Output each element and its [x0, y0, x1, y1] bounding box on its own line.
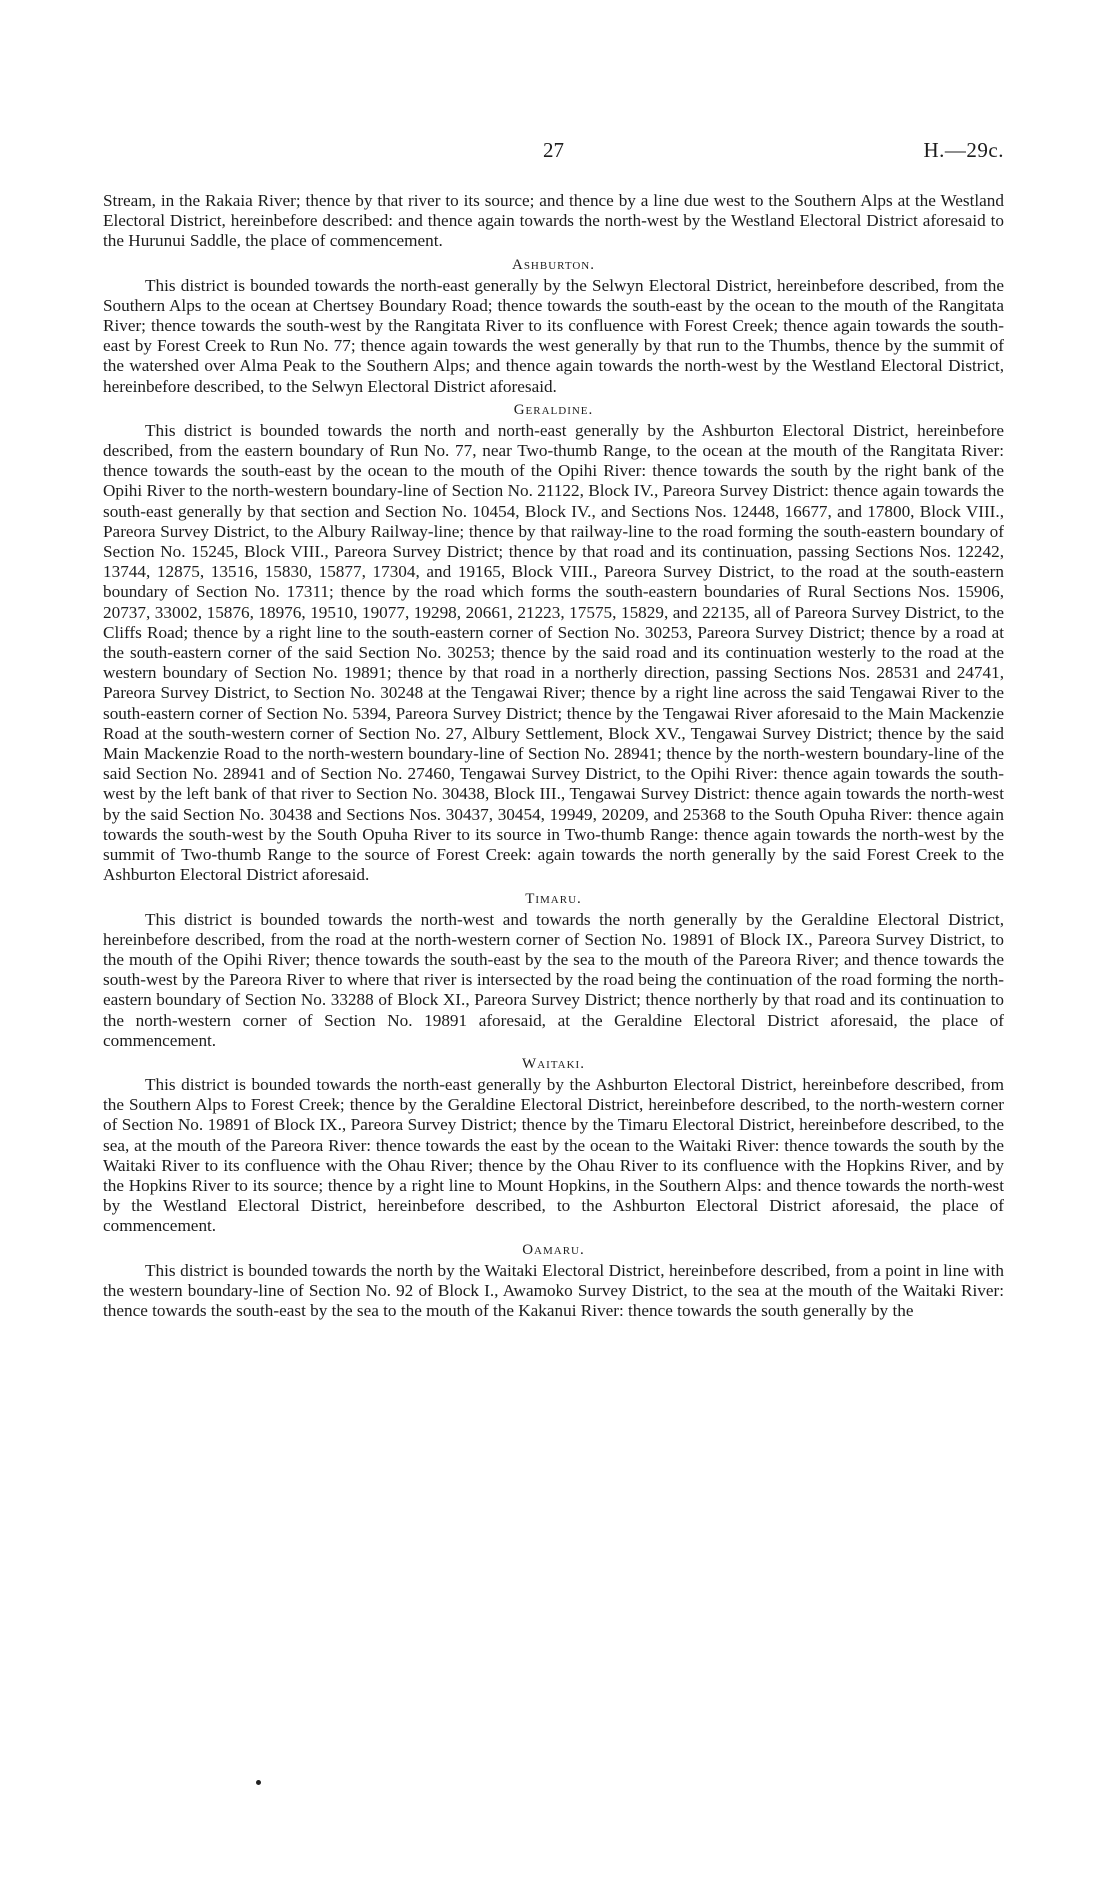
page-header	[103, 138, 1004, 168]
section-paragraph-ashburton: This district is bounded towards the north-east generally by the Selwyn Electoral District, hereinbefore described, from the Southern Alps to the ocean at Chertsey Boundary Road; thence towards the south-east by the ocean to the mouth of the Rangitata River; thence towards the south-west by the Rangitata River to its confluence with Forest Creek; thence again towards the south-east by Forest Creek to Run No. 77; thence again towards the west generally by that run to the Thumbs, thence by the summit of the watershed over Alma Peak to the Southern Alps; and thence again towards the north-west by the Westland Electoral District, hereinbefore described, to the Selwyn Electoral District aforesaid.	[103, 275, 1004, 396]
page-number: 27	[543, 138, 564, 162]
body-text	[103, 191, 1004, 1321]
ink-speck	[256, 1780, 261, 1785]
section-paragraph-waitaki: This district is bounded towards the north-east generally by the Ashburton Electoral District, hereinbefore described, from the Southern Alps to Forest Creek; thence by the Geraldine Electoral District, hereinbefore described, to the north-western corner of Section No. 19891 of Block IX., Pareora Survey District; thence by the Timaru Electoral District, hereinbefore described, to the sea, at the mouth of the Pareora River: thence towards the east by the ocean to the Waitaki River: thence towards the south by the Waitaki River to its confluence with the Ohau River; thence by the Ohau River to its confluence with the Hopkins River, and by the Hopkins River to its source; thence by a right line to Mount Hopkins, in the Southern Alps: and thence towards the north-west by the Westland Electoral District, hereinbefore described, to the Ashburton Electoral District aforesaid, the place of commencement.	[103, 1074, 1004, 1236]
section-heading-oamaru: Oamaru.	[522, 1241, 585, 1258]
section-heading-waitaki: Waitaki.	[522, 1055, 585, 1072]
section-paragraph-geraldine: This district is bounded towards the north and north-east generally by the Ashburton Electoral District, hereinbefore described, from the eastern boundary of Run No. 77, near Two-thumb Range, to the ocean at the mouth of the Rangitata River: thence towards the south-east by the ocean to the mouth of the Opihi River: thence towards the south by the right bank of the Opihi River to the north-western boundary-line of Section No. 21122, Block IV., Pareora Survey District: thence again towards the south-east generally by that section and Section No. 10454, Block IV., and Sections Nos. 12448, 16677, and 17800, Block VIII., Pareora Survey District, to the Albury Railway-line; thence by that railway-line to the road forming the south-eastern boundary of Section No. 15245, Block VIII., Pareora Survey District; thence by that road and its continuation, passing Sections Nos. 12242, 13744, 12875, 13516, 15830, 15877, 17304, and 19165, Block VIII., Pareora Survey District, to the road at the south-eastern boundary of Section No. 17311; thence by the road which forms the south-eastern boundaries of Rural Sections Nos. 15906, 20737, 33002, 15876, 18976, 19510, 19077, 19298, 20661, 21223, 17575, 15829, and 22135, all of Pareora Survey District, to the Cliffs Road; thence by a right line to the south-eastern corner of Section No. 30253, Pareora Survey District; thence by a road at the south-eastern corner of the said Section No. 30253; thence by the said road and its continuation westerly to the road at the western boundary of Section No. 19891; thence by that road in a northerly direction, passing Sections Nos. 28531 and 24741, Pareora Survey District, to Section No. 30248 at the Tengawai River; thence by a right line across the said Tengawai River to the south-eastern corner of Section No. 5394, Pareora Survey District; thence by the Tengawai River aforesaid to the Main Mackenzie Road at the south-western corner of Section No. 27, Albury Settlement, Block XV., Tengawai Survey District; thence by the said Main Mackenzie Road to the north-western boundary-line of Section No. 28941; thence by the north-western boundary-line of the said Section No. 28941 and of Section No. 27460, Tengawai Survey District, to the Opihi River: thence again towards the south-west by the left bank of that river to Section No. 30438, Block III., Tengawai Survey District: thence again towards the north-west by the said Section No. 30438 and Sections Nos. 30437, 30454, 19949, 20209, and 25368 to the South Opuha River: thence again towards the south-west by the South Opuha River to its source in Two-thumb Range: thence again towards the north-west by the summit of Two-thumb Range to the source of Forest Creek: again towards the north generally by the said Forest Creek to the Ashburton Electoral District aforesaid.	[103, 420, 1004, 885]
section-heading-geraldine: Geraldine.	[513, 401, 594, 418]
intro-paragraph: Stream, in the Rakaia River; thence by that river to its source; and thence by a line due west to the Southern Alps at the Westland Electoral District, hereinbefore described: and thence again towards the north-west by the Westland Electoral District aforesaid to the Hurunui Saddle, the place of commencement.	[103, 191, 1004, 251]
section-heading-ashburton: Ashburton.	[511, 256, 595, 273]
section-paragraph-oamaru: This district is bounded towards the north by the Waitaki Electoral District, hereinbefore described, from a point in line with the western boundary-line of Section No. 92 of Block I., Awamoko Survey District, to the sea at the mouth of the Waitaki River: thence towards the south-east by the sea to the mouth of the Kakanui River: thence towards the south generally by the	[103, 1260, 1004, 1320]
section-heading-timaru: Timaru.	[525, 890, 582, 907]
section-paragraph-timaru: This district is bounded towards the north-west and towards the north generally by the Geraldine Electoral District, hereinbefore described, from the road at the north-western corner of Section No. 19891 of Block IX., Pareora Survey District, to the mouth of the Opihi River; thence towards the south-east by the sea to the mouth of the Pareora River; and thence towards the south-west by the Pareora River to where that river is intersected by the road being the continuation of the road forming the north-eastern boundary of Section No. 33288 of Block XI., Pareora Survey District; thence northerly by that road and its continuation to the north-western corner of Section No. 19891 aforesaid, at the Geraldine Electoral District aforesaid, the place of commencement.	[103, 909, 1004, 1050]
document-reference: H.—29c.	[923, 138, 1004, 162]
